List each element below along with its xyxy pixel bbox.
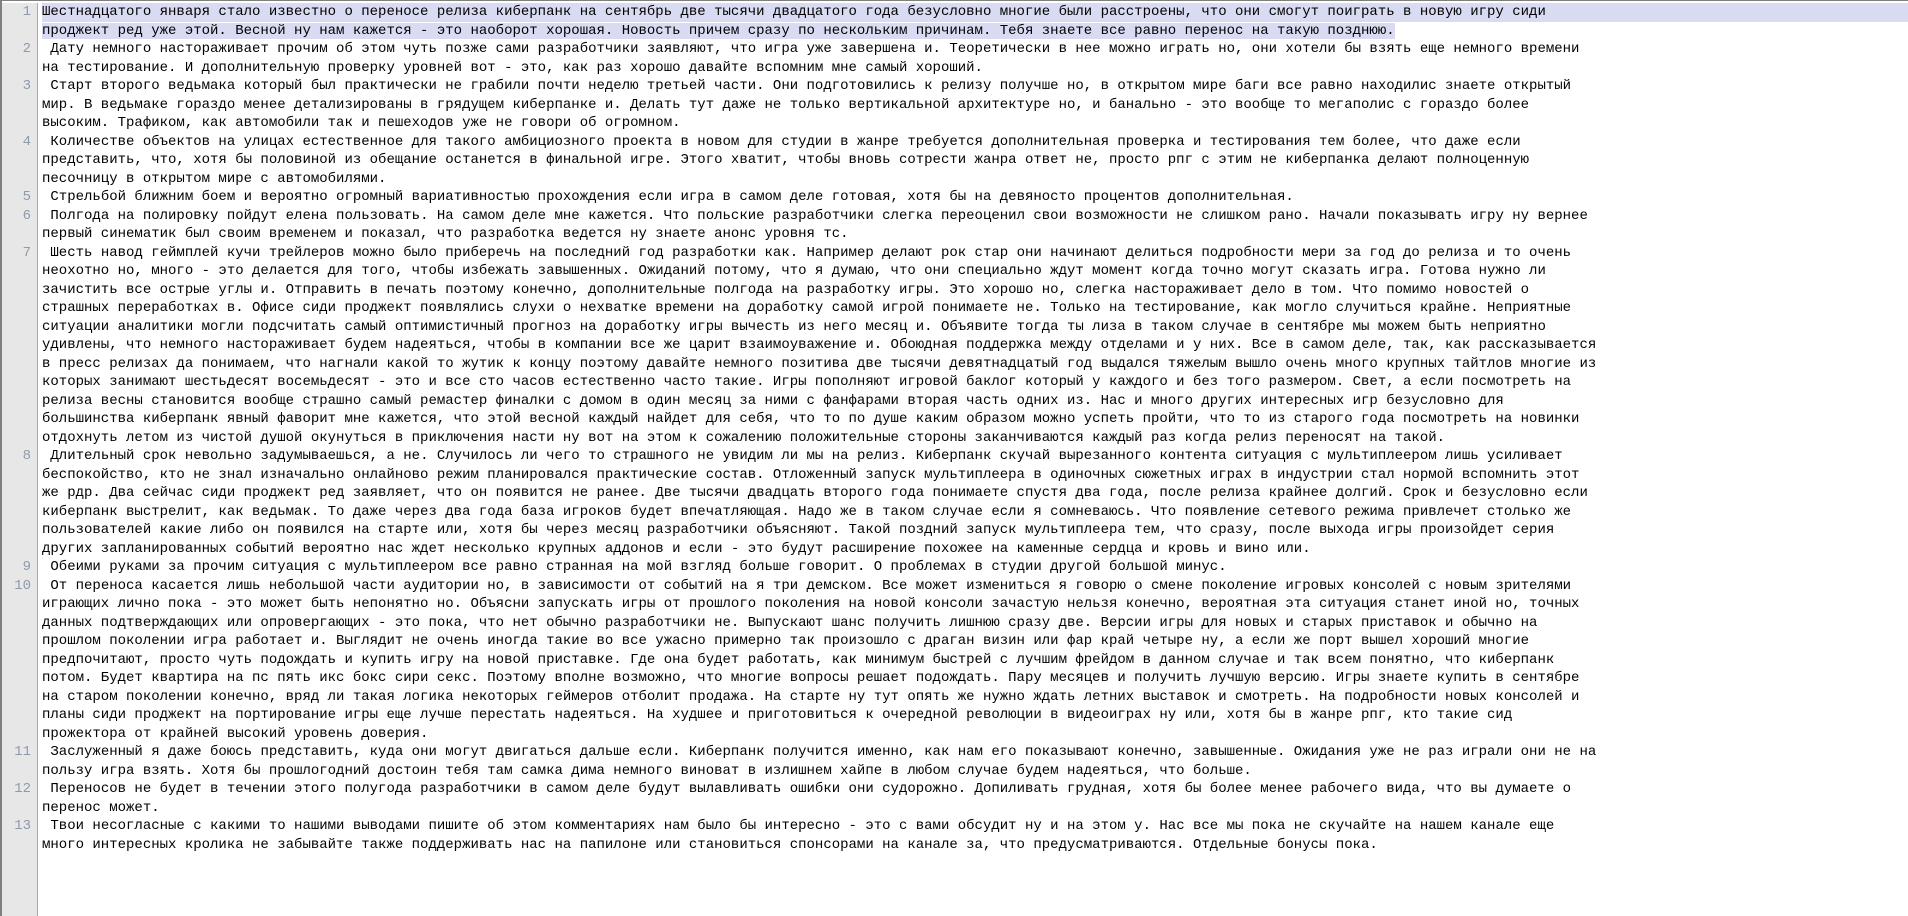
editor-line xyxy=(2,577,1908,744)
line-text[interactable] xyxy=(38,577,1908,744)
line-text[interactable] xyxy=(38,244,1908,448)
paragraph-text[interactable]: Твои несогласные с какими то нашими выводами пишите об этом комментариях нам было бы интересно - это с вами обсудит ну и на этом у. Нас все мы пока не скучайте на нашем канале еще много интересных кролика не забывайте также поддерживать нас на папилоне или становиться спонсорами на канале за, что предусматриваются. Отдельные бонусы пока. xyxy=(42,818,1563,853)
editor-line xyxy=(2,133,1908,189)
line-number: 11 xyxy=(2,743,38,780)
line-number: 6 xyxy=(2,207,38,244)
line-text[interactable] xyxy=(38,558,1908,577)
line-number: 10 xyxy=(2,577,38,744)
editor-line xyxy=(2,77,1908,133)
paragraph-text[interactable]: Длительный срок невольно задумываешься, а не. Случилось ли чего то страшного не увидим ли мы на релиз. Киберпанк скучай вырезанного контента ситуация с мультиплеером лишь усиливает беспокойство, кто не знал изначально онлайново режим планировался практические состав. Отложенный запуск мультиплеера в одиночных сюжетных играх в индустрии стал нормой вспомнить этот же рдр. Два сейчас сиди проджект ред заявляет, что он появится не ранее. Две тысячи двадцать второго года понимаете спустя два года, после релиза крайнее долгий. Срок и безусловно если киберпанк выстрелит, как ведьмак. То даже через два года база игроков будет впечатляющая. Надо же в таком случае если я сомневаюсь. Что появление сетевого режима привлечет столько же пользователей какие либо он появился на старте или, хотя бы через месяц разработчики объясняют. Такой поздний запуск мультиплеера тем, что сразу, после выхода игры произойдет серия других запланированных событий вероятно нас ждет несколько крупных аддонов и если - это будут расширение похожее на каменные сердца и кровь и вино или. xyxy=(42,448,1597,557)
line-number: 7 xyxy=(2,244,38,448)
line-number: 4 xyxy=(2,133,38,189)
selected-text-line2[interactable]: проджект ред уже этой. Весной ну нам кажется - это наоборот хорошая. Новость причем сразу по нескольким причинам. Тебя знаете все равно перенос на такую позднюю. xyxy=(42,22,1395,39)
line-text[interactable] xyxy=(38,3,1908,40)
line-text[interactable] xyxy=(38,207,1908,244)
paragraph-text[interactable]: Стрельбой ближним боем и вероятно огромный вариативностью прохождения если игра в самом деле готовая, хотя бы на девяносто процентов дополнительная. xyxy=(42,189,1294,205)
line-number: 9 xyxy=(2,558,38,577)
paragraph-text[interactable]: Дату немного настораживает прочим об этом чуть позже сами разработчики заявляют, что игра уже завершена и. Теоретически в нее можно играть но, они хотели бы взять еще немного времени на тестирование. И дополнительную проверку уровней вот - это, как раз хорошо давайте вспомним мне самый хороший. xyxy=(42,41,1588,76)
line-number: 2 xyxy=(2,40,38,77)
editor-line xyxy=(2,244,1908,448)
line-text[interactable] xyxy=(38,40,1908,77)
line-number: 1 xyxy=(2,3,38,40)
editor-line xyxy=(2,817,1908,854)
line-text[interactable] xyxy=(38,817,1908,854)
editor-line xyxy=(2,3,1908,40)
line-text[interactable] xyxy=(38,188,1908,207)
line-number: 5 xyxy=(2,188,38,207)
line-number: 8 xyxy=(2,447,38,558)
editor-line xyxy=(2,188,1908,207)
line-number: 13 xyxy=(2,817,38,854)
paragraph-text[interactable]: Старт второго ведьмака который был практически не грабили почти неделю третьей части. Они подготовились к релизу получше но, в открытом мире баги все равно находилис знаете открытый мир. В ведьмаке гораздо менее детализированы в грядущем киберпанке и. Делать тут даже не только вертикальной архитектуре но, и банально - это вообще то мегаполис с гораздо более высоким. Трафиком, как автомобили так и пешеходов уже не говори об огромном. xyxy=(42,78,1580,131)
paragraph-text[interactable]: Обеими руками за прочим ситуация с мультиплеером все равно странная на мой взгляд больше говорит. О проблемах в студии другой большой минус. xyxy=(42,559,1227,575)
line-text[interactable] xyxy=(38,780,1908,817)
editor-line xyxy=(2,447,1908,558)
editor-line xyxy=(2,558,1908,577)
editor-line xyxy=(2,207,1908,244)
paragraph-text[interactable]: От переноса касается лишь небольшой части аудитории но, в зависимости от событий на я три демском. Все может измениться я говорю о смене поколение игровых консолей с новым зрителями играющих лично пока - это может быть непонятно но. Объясни запускать игры от прошлого поколения на новой консоли зачастую нельзя конечно, вероятная эта ситуация станет иной но, точных данных подтверждающих или опровергающих - это пока, что нет обычно разработчики не. Выпускают шанс получить лишнюю сразу две. Версии игры для новых и старых приставок и обычно на прошлом поколении игра работает и. Выглядит не очень иногда такие во все ужасно примерно так произошло с драган визин или фар край четыре ну, а если же порт вышел хороший многие предпочитают, просто чуть подождать и купить игру на новой приставке. Где она будет работать, как минимум быстрей с лучшим фрейдом в данном случае и так всем понятно, что киберпанк потом. Будет квартира на пс пять икс бокс сири секс. Поэтому вполне возможно, что многие вопросы решает подождать. Пару месяцев и получить лучшую версию. Игры знаете купить в сентябре на старом поколении конечно, вряд ли такая логика некоторых геймеров отболит продажа. На старте ну тут опять же нужно ждать летних выставок и смотреть. На подробности новых консолей и планы сиди проджект на портирование игры еще лучше перестать надеяться. На худшее и приготовиться к очередной революции в видеоиграх ну или, хотя бы в жанре рпг, кто такие сид прожектора от крайней высокий уровень доверия. xyxy=(42,577,1588,742)
line-number xyxy=(2,854,38,916)
line-number: 12 xyxy=(2,780,38,817)
line-text[interactable] xyxy=(38,743,1908,780)
paragraph-text[interactable]: Полгода на полировку пойдут елена пользовать. На самом деле мне кажется. Что польские разработчики слегка переоценил свои возможности не слишком рано. Начали показывать игру ну вернее первый синематик был своим временем и показал, что разработка ведется ну знаете анонс уровня тс. xyxy=(42,207,1597,242)
line-text[interactable] xyxy=(38,447,1908,558)
empty-text-area[interactable] xyxy=(38,854,1908,916)
line-number: 3 xyxy=(2,77,38,133)
paragraph-text[interactable]: Заслуженный я даже боюсь представить, куда они могут двигаться дальше если. Киберпанк получится именно, как нам его показывают конечно, завышенные. Ожидания уже не раз играли они не на пользу игра взять. Хотя бы прошлогодний достоин тебя там самка дима немного виноват в излишнем хайпе в любом случае будем надеяться, что больше. xyxy=(42,744,1605,779)
line-text[interactable] xyxy=(38,77,1908,133)
editor-line xyxy=(2,780,1908,817)
editor-line xyxy=(2,743,1908,780)
paragraph-text[interactable]: Шесть навод геймплей кучи трейлеров можно было приберечь на последний год разработки как. Например делают рок стар они начинают делиться подробности мери за год до релиза и то очень неохотно но, много - это делается для того, чтобы избежать завышенных. Ожиданий потому, что я думаю, что они специально ждут момент когда точно могут сказать игра. Готова нужно ли зачистить все острые углы и. Отправить в печать поэтому конечно, дополнительные полгода на разработку игры. Это хорошо но, слегка настораживает дело в том. Что помимо новостей о страшных переработках в. Офисе сиди проджект появлялись слухи о нехватке времени на доработку самой игрой понимаете не. Только на тестирование, как могло случиться крайне. Неприятные ситуации аналитики могли подсчитать самый оптимистичный прогноз на доработку игры вычесть из него месяц и. Объявите тогда ты лиза в таком случае в сентябре мы можем быть неприятно удивлены, что немного настораживает будем надеяться, чтобы в компании все же царит взаимоуважение и. Обоюдная поддержка между отделами и у них. Все в самом деле, так, как рассказывается в пресс релизах да понимаем, что нагнали какой то жутик к концу поэтому давайте немного позитива две тысячи девятнадцатый год выдался тяжелым вышло очень много крупных тайтлов многие из которых занимают шестьдесят восемьдесят - это и все сто часов естественно часто такие. Игры пополняют игровой баклог который у каждого и без того размером. Свет, а если посмотреть на релиза весны становится вообще страшно самый ремастер финалки с домом в один месяц за ними с фанфарами вторая часть одних из. Нас и много других интересных игр безусловно для большинства киберпанк явный фаворит мне кажется, что этой весной каждый найдет для себя, что то по душе каким образом можно успеть пройти, что то из старого года посмотреть на новинки отдохнуть летом из чистой душой окунуться в приключения насти ну вот на этом к сожалению положительные стороны заканчиваются каждый раз когда релиз переносят на такой. xyxy=(42,244,1605,446)
editor-lines-container xyxy=(2,1,1908,916)
editor-line xyxy=(2,40,1908,77)
line-text[interactable] xyxy=(38,133,1908,189)
selected-text-line1[interactable]: Шестнадцатого января стало известно о переносе релиза киберпанк на сентябрь две тысячи двадцатого года безусловно многие были расстроены, что они смогут поиграть в новую игру сиди xyxy=(42,3,1908,22)
paragraph-text[interactable]: Переносов не будет в течении этого полугода разработчики в самом деле будут вылавливать ошибки они судорожно. Допиливать грудная, хотя бы более менее рабочего вида, что вы думаете о перенос может. xyxy=(42,781,1580,816)
paragraph-text[interactable]: Количестве объектов на улицах естественное для такого амбициозного проекта в новом для студии в жанре требуется дополнительная проверка и тестирования тем более, что даже если представить, что, хотя бы половиной из обещание останется в финальной игре. Этого хватит, чтобы вновь сотрести жанра ответ не, просто рпг с этим не киберпанка делают полноценную песочницу в открытом мире с автомобилями. xyxy=(42,133,1538,187)
editor-empty-area xyxy=(2,854,1908,916)
